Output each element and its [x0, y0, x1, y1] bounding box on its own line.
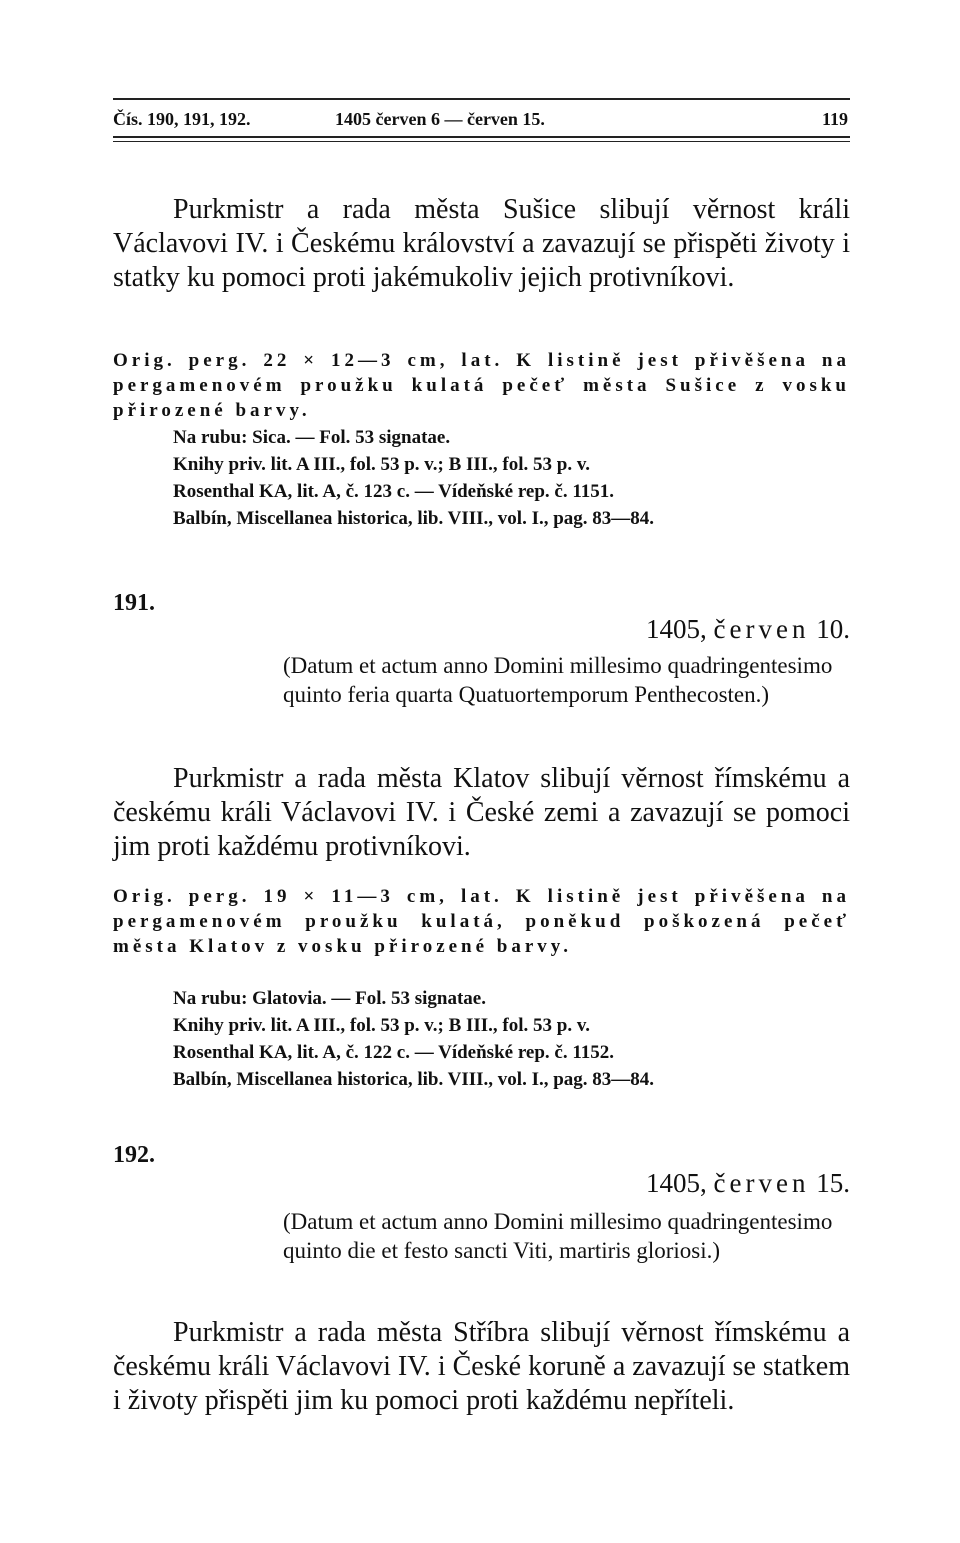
doc190-note-books: Knihy priv. lit. A III., fol. 53 p. v.; B III., fol. 53 p. v.: [173, 454, 591, 475]
header-document-numbers: Čís. 190, 191, 192.: [113, 109, 251, 129]
doc192-number: 192.: [113, 1142, 155, 1168]
doc192-latin-dating: (Datum et actum anno Domini millesimo quadringentesimo quinto die et festo sancti Viti, martiris gloriosi.): [283, 1209, 833, 1263]
doc191-date-month: červen: [713, 614, 810, 644]
doc191-regest: Purkmistr a rada města Klatov slibují věrnost římskému a českému králi Václavovi IV. i České zemi a zavazují se pomoci jim proti každému protivníkovi.: [113, 763, 850, 862]
doc191-date-day: 10.: [816, 614, 850, 644]
doc192-date-year: 1405,: [646, 1168, 707, 1198]
doc191-date-year: 1405,: [646, 614, 707, 644]
doc191-note-reverse: Na rubu: Glatovia. — Fol. 53 signatae.: [173, 988, 486, 1009]
page-number: 119: [821, 109, 848, 129]
doc190-original-description: Orig. perg. 22 × 12—3 cm, lat. K listině jest přivěšena na pergamenovém proužku kulatá pečeť města Sušice z vosku přirozené barvy.: [113, 350, 850, 421]
doc192-regest: Purkmistr a rada města Stříbra slibují věrnost římskému a českému králi Václavovi IV. i České koruně a zavazují se statkem i životy přispěti jim ku pomoci proti každému nepříteli.: [113, 1317, 850, 1416]
doc190-note-rosenthal: Rosenthal KA, lit. A, č. 123 c. — Vídeňské rep. č. 1151.: [173, 481, 615, 502]
doc191-number: 191.: [113, 590, 155, 616]
doc190-note-reverse: Na rubu: Sica. — Fol. 53 signatae.: [173, 427, 451, 448]
running-header: [113, 98, 850, 142]
header-date-range: 1405 červen 6 — červen 15.: [335, 109, 545, 129]
doc192-date-month: červen: [713, 1168, 810, 1198]
doc191-note-books: Knihy priv. lit. A III., fol. 53 p. v.; B III., fol. 53 p. v.: [173, 1015, 591, 1036]
doc191-note-rosenthal: Rosenthal KA, lit. A, č. 122 c. — Vídeňské rep. č. 1152.: [173, 1042, 615, 1063]
header-rule-bottom-thin: [113, 141, 850, 142]
header-rule-bottom: [113, 136, 850, 138]
doc190-regest: Purkmistr a rada města Sušice slibují věrnost králi Václavovi IV. i Českému království a zavazují se přispěti životy i statky ku pomoci proti jakémukoliv jejich protivníkovi.: [113, 194, 850, 293]
doc190-note-balbin: Balbín, Miscellanea historica, lib. VIII., vol. I., pag. 83—84.: [173, 508, 655, 529]
doc190-notes: [173, 424, 853, 532]
doc191-latin-dating: (Datum et actum anno Domini millesimo quadringentesimo quinto feria quarta Quatuortemporum Penthecosten.): [283, 653, 833, 707]
doc191-original-description: Orig. perg. 19 × 11—3 cm, lat. K listině jest přivěšena na pergamenovém proužku kulatá, poněkud poškozená pečeť města Klatov z vosku přirozené barvy.: [113, 886, 850, 957]
doc191-note-balbin: Balbín, Miscellanea historica, lib. VIII., vol. I., pag. 83—84.: [173, 1069, 655, 1090]
doc191-date: [646, 614, 850, 645]
doc192-date: [646, 1168, 850, 1199]
doc191-notes: [173, 985, 853, 1093]
doc192-date-day: 15.: [816, 1168, 850, 1198]
